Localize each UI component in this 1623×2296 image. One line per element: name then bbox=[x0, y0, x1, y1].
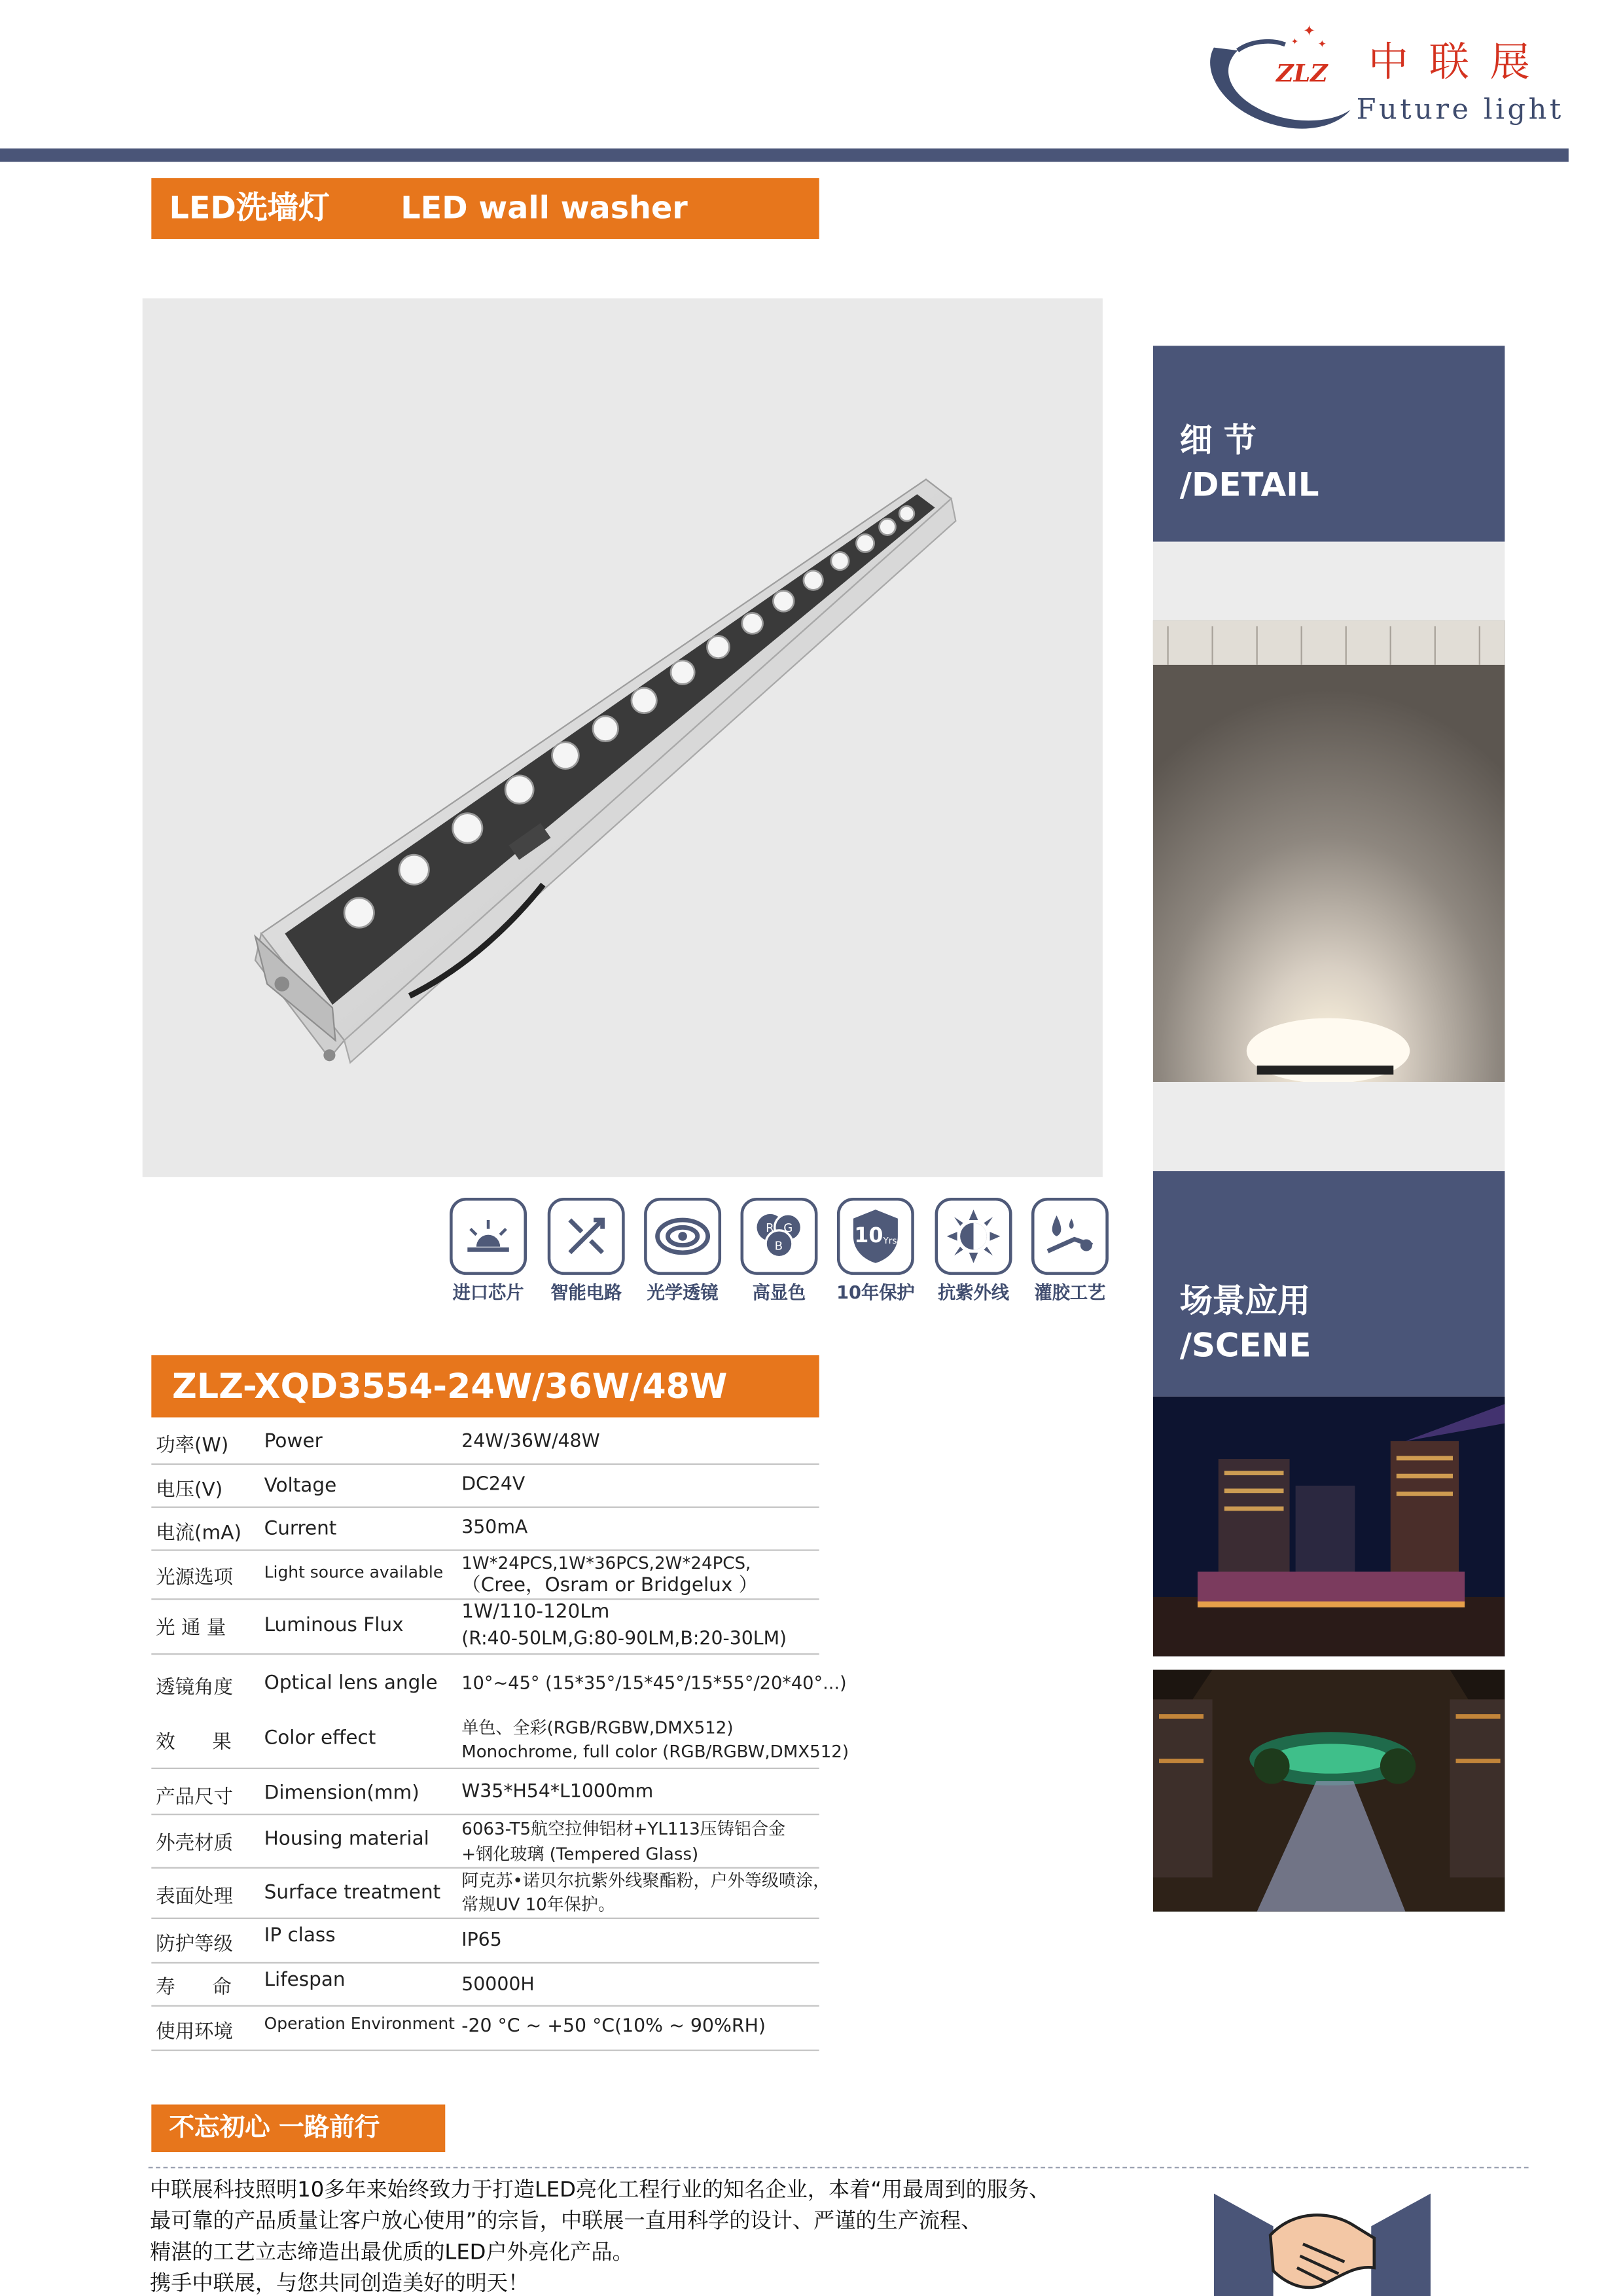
feature-label-imported-chip: 进口芯片 bbox=[452, 1282, 524, 1303]
feature-optical-lens bbox=[644, 1198, 721, 1275]
scene-title-cn: 场景应用 bbox=[1179, 1283, 1311, 1321]
product-photo bbox=[143, 298, 1103, 1177]
feature-label-rgb: 高显色 bbox=[752, 1282, 806, 1303]
feature-imported-chip bbox=[450, 1198, 527, 1275]
spec-value: (R:40-50LM,G:80-90LM,B:20-30LM) bbox=[461, 1626, 787, 1649]
spec-row-surface bbox=[151, 1867, 830, 1919]
spec-row-power bbox=[151, 1418, 819, 1465]
spec-label-en: Surface treatment bbox=[264, 1882, 441, 1905]
feature-label-potting: 灌胶工艺 bbox=[1034, 1282, 1106, 1303]
detail-spacer-top bbox=[1153, 542, 1505, 620]
optical-lens-icon bbox=[644, 1198, 721, 1275]
feature-anti-uv bbox=[935, 1198, 1012, 1275]
spec-value: W35*H54*L1000mm bbox=[461, 1779, 654, 1802]
spec-value: 阿克苏•诺贝尔抗紫外线聚酯粉，户外等级喷涂， bbox=[461, 1870, 830, 1891]
scene-panel bbox=[1153, 1171, 1505, 1397]
ten-years-shield-icon bbox=[837, 1198, 914, 1275]
spec-label-en: Housing material bbox=[264, 1828, 429, 1851]
spec-label-cn: 电压(V) bbox=[156, 1479, 223, 1502]
detail-panel bbox=[1153, 346, 1505, 541]
spec-label-en: Dimension(mm) bbox=[264, 1782, 419, 1805]
product-title-bar bbox=[151, 178, 819, 239]
spec-value: -20 °C ~ +50 °C(10% ~ 90%RH) bbox=[461, 2014, 766, 2037]
spec-value: 1W/110-120Lm bbox=[461, 1601, 610, 1624]
svg-text:R: R bbox=[766, 1221, 774, 1236]
spec-value: 24W/36W/48W bbox=[461, 1429, 600, 1452]
spec-label-cn: 产品尺寸 bbox=[156, 1787, 234, 1810]
spec-row-light-source bbox=[151, 1549, 819, 1600]
svg-text:G: G bbox=[783, 1221, 793, 1236]
feature-potting bbox=[1031, 1198, 1109, 1275]
spec-value: 1W*24PCS,1W*36PCS,2W*24PCS, bbox=[461, 1552, 751, 1573]
spec-label-cn: 使用环境 bbox=[156, 2021, 234, 2044]
spec-label-en: Luminous Flux bbox=[264, 1615, 404, 1638]
commercial-plaza-scene-photo bbox=[1153, 1670, 1505, 1912]
svg-text:✦: ✦ bbox=[1302, 22, 1315, 40]
spec-label-en: Light source available bbox=[264, 1562, 444, 1583]
detail-title-en: /DETAIL bbox=[1179, 467, 1319, 505]
feature-smart-circuit bbox=[548, 1198, 625, 1275]
header-rule bbox=[0, 149, 1569, 162]
spec-row-voltage bbox=[151, 1463, 819, 1508]
feature-label-smart-circuit: 智能电路 bbox=[550, 1282, 622, 1303]
spec-label-en: Color effect bbox=[264, 1727, 376, 1750]
spec-value: IP65 bbox=[461, 1928, 502, 1950]
potting-process-icon bbox=[1031, 1198, 1109, 1275]
spec-row-ip-class bbox=[151, 1918, 819, 1964]
spec-value: Monochrome, full color (RGB/RGBW,DMX512) bbox=[461, 1740, 849, 1762]
ten-years-badge-sub: Yrs bbox=[883, 1235, 897, 1246]
wall-wash-detail-photo bbox=[1153, 620, 1505, 1082]
brand-name-cn: 中联展 bbox=[1368, 40, 1551, 86]
led-lenses bbox=[143, 298, 1103, 1177]
spec-label-cn: 光 通 量 bbox=[156, 1617, 226, 1640]
feature-label-ten-years: 10年保护 bbox=[836, 1282, 915, 1303]
imported-chip-icon bbox=[450, 1198, 527, 1275]
spec-value: +钢化玻璃 (Tempered Glass) bbox=[461, 1843, 699, 1865]
logo-mark: ZLZ bbox=[1276, 59, 1328, 88]
spec-value: 常规UV 10年保护。 bbox=[461, 1893, 616, 1915]
spec-value: 350mA bbox=[461, 1515, 528, 1538]
brand-name-en: Future light bbox=[1356, 93, 1564, 126]
divider bbox=[149, 2167, 1529, 2168]
spec-label-cn: 防护等级 bbox=[156, 1933, 234, 1956]
spec-value: DC24V bbox=[461, 1472, 526, 1495]
model-number: ZLZ-XQD3554-24W/36W/48W bbox=[151, 1355, 819, 1417]
feature-label-anti-uv: 抗紫外线 bbox=[938, 1282, 1009, 1303]
feature-ten-years bbox=[837, 1198, 914, 1275]
product-title-cn: LED洗墙灯 bbox=[169, 190, 330, 226]
spec-label-en: Current bbox=[264, 1518, 337, 1541]
spec-label-en: Optical lens angle bbox=[264, 1672, 438, 1695]
spec-row-dimension bbox=[151, 1768, 819, 1816]
spec-value: 6063-T5航空拉伸铝材+YL113压铸铝合金 bbox=[461, 1818, 786, 1839]
spec-label-en: Operation Environment bbox=[264, 2014, 455, 2034]
spec-label-cn: 表面处理 bbox=[156, 1886, 234, 1909]
spec-value: 单色、全彩(RGB/RGBW,DMX512) bbox=[461, 1717, 734, 1738]
spec-label-cn: 功率(W) bbox=[156, 1435, 229, 1458]
anti-uv-icon bbox=[935, 1198, 1012, 1275]
spec-label-cn: 寿 命 bbox=[156, 1977, 241, 2000]
spec-label-en: Voltage bbox=[264, 1475, 337, 1498]
intro-line: 精湛的工艺立志缔造出最优质的LED户外亮化产品。 bbox=[150, 2241, 633, 2265]
rgb-icon bbox=[741, 1198, 818, 1275]
scene-title-en: /SCENE bbox=[1179, 1328, 1311, 1366]
spec-value: （Cree，Osram or Bridgelux ） bbox=[461, 1574, 758, 1597]
feature-label-optical-lens: 光学透镜 bbox=[647, 1282, 719, 1303]
svg-text:✦: ✦ bbox=[1317, 37, 1327, 50]
spec-row-environment bbox=[151, 2005, 819, 2051]
spec-label-cn: 外壳材质 bbox=[156, 1833, 234, 1856]
intro-line: 中联展科技照明10多年来始终致力于打造LED亮化工程行业的知名企业，本着“用最周到的服务、 bbox=[150, 2178, 1050, 2203]
spec-row-current bbox=[151, 1507, 819, 1551]
spec-label-cn: 光源选项 bbox=[156, 1567, 234, 1590]
spec-value: 50000H bbox=[461, 1972, 535, 1995]
motto-bar: 不忘初心 一路前行 bbox=[151, 2104, 445, 2152]
spec-row-lifespan bbox=[151, 1962, 819, 2007]
spec-label-en: IP class bbox=[264, 1925, 336, 1948]
spec-value: 10°~45° (15*35°/15*45°/15*55°/20*40°...) bbox=[461, 1672, 847, 1694]
spec-label-en: Power bbox=[264, 1430, 323, 1453]
intro-line: 携手中联展，与您共同创造美好的明天！ bbox=[150, 2272, 529, 2296]
spec-label-cn: 透镜角度 bbox=[156, 1677, 234, 1700]
svg-text:✦: ✦ bbox=[1291, 37, 1299, 48]
spec-row-lens-angle bbox=[151, 1653, 847, 1708]
spec-row-housing bbox=[151, 1814, 819, 1869]
spec-row-color-effect bbox=[151, 1708, 849, 1769]
company-intro bbox=[150, 2176, 1050, 2296]
smart-circuit-icon bbox=[548, 1198, 625, 1275]
spec-label-cn: 电流(mA) bbox=[156, 1522, 241, 1545]
detail-spacer-bottom bbox=[1153, 1082, 1505, 1171]
spec-label-cn: 效 果 bbox=[156, 1732, 241, 1755]
product-title-en: LED wall washer bbox=[401, 190, 688, 226]
ten-years-badge: 10 bbox=[854, 1224, 883, 1249]
spec-label-en: Lifespan bbox=[264, 1969, 346, 1992]
intro-line: 最可靠的产品质量让客户放心使用”的宗旨，中联展一直用科学的设计、严谨的生产流程、 bbox=[150, 2210, 982, 2234]
night-building-scene-photo bbox=[1153, 1397, 1505, 1657]
feature-rgb bbox=[741, 1198, 818, 1275]
detail-title-cn: 细 节 bbox=[1179, 423, 1257, 460]
svg-text:B: B bbox=[774, 1239, 783, 1253]
handshake-icon bbox=[1214, 2194, 1431, 2296]
spec-row-luminous-flux bbox=[151, 1598, 819, 1655]
